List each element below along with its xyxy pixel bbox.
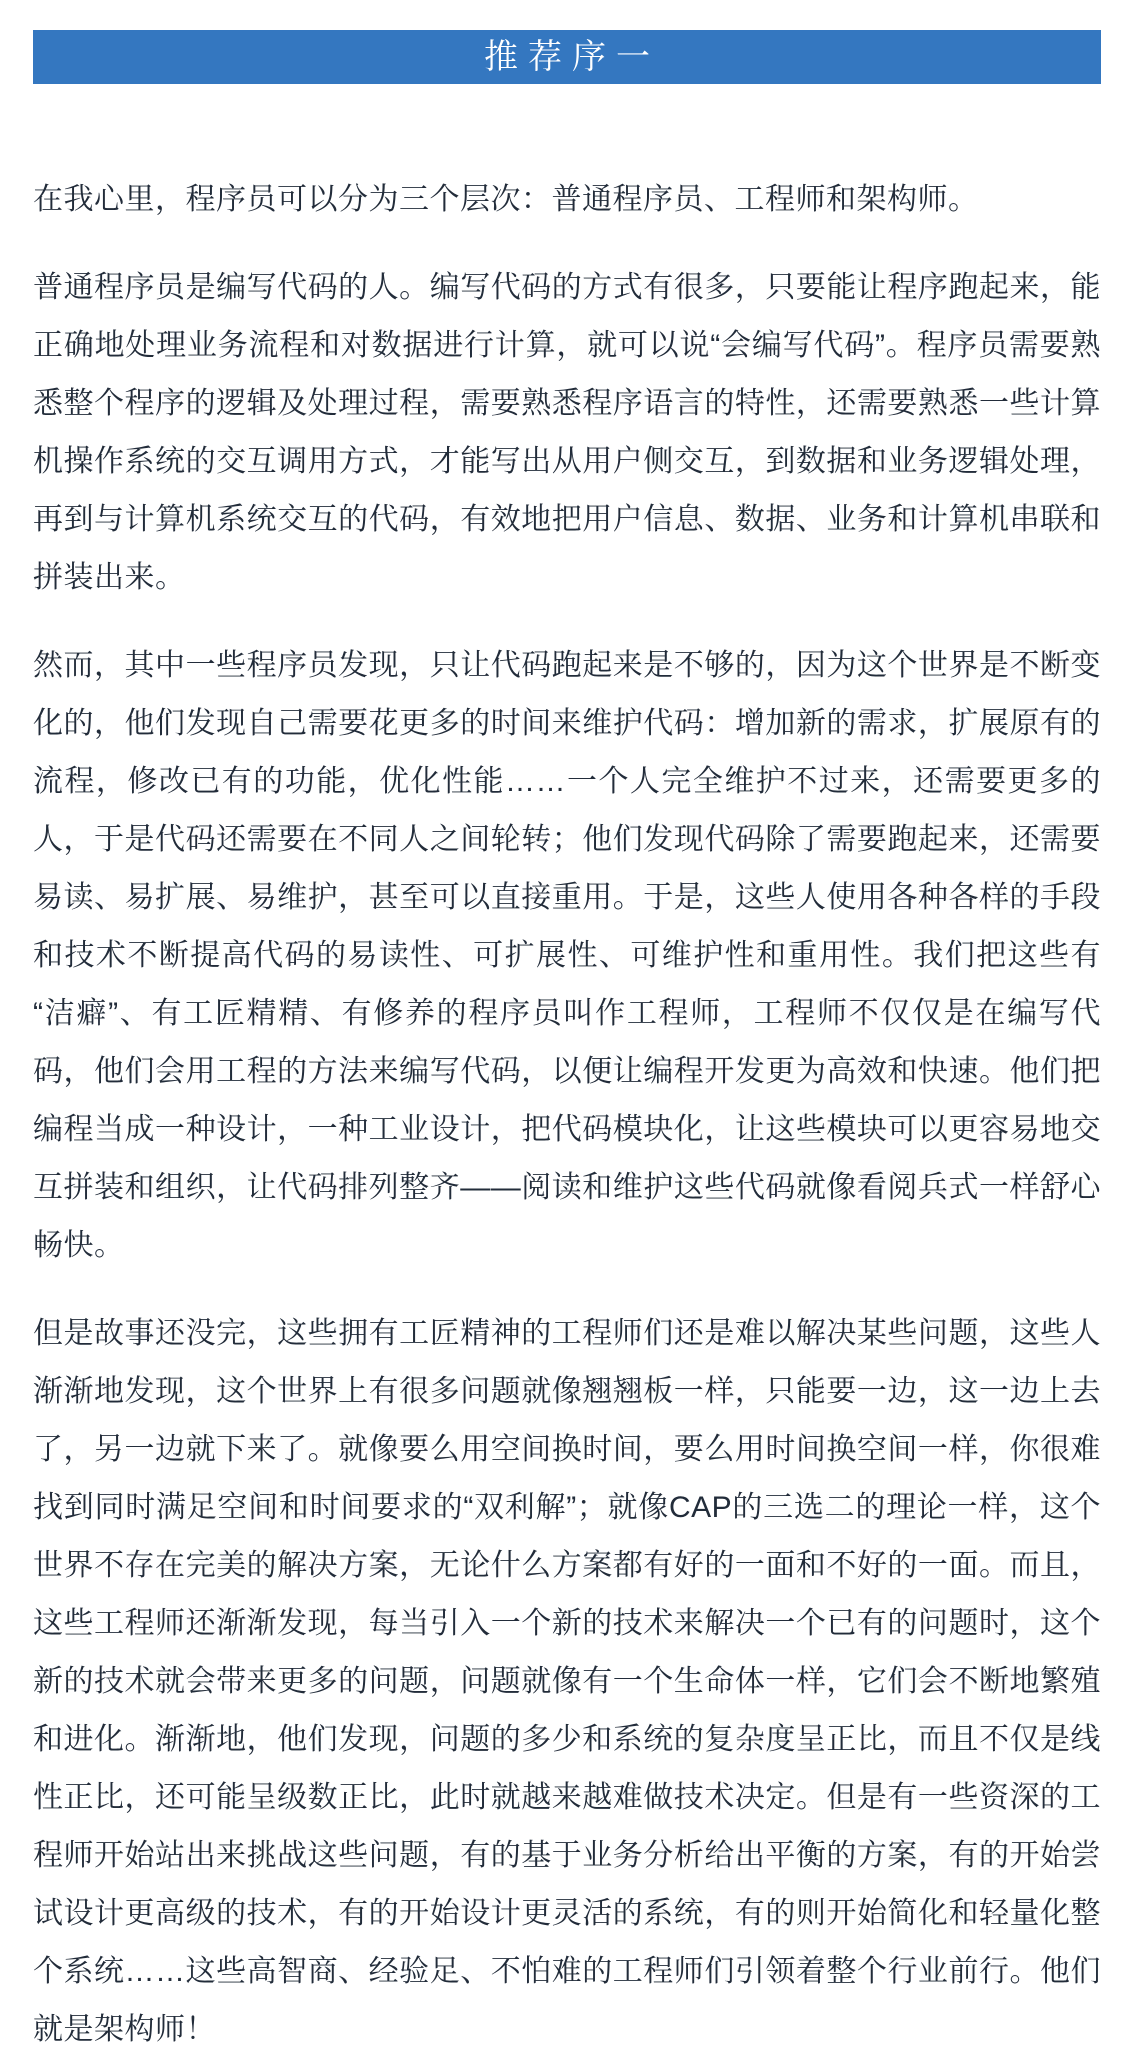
paragraph-engineer: 然而，其中一些程序员发现，只让代码跑起来是不够的，因为这个世界是不断变化的，他们发现自己需要花更多的时间来维护代码：增加新的需求，扩展原有的流程，修改已有的功能，优化性能……一个人完全维护不过来，还需要更多的人，于是代码还需要在不同人之间轮转；他们发现代码除了需要跑起来，还需要易读、易扩展、易维护，甚至可以直接重用。于是，这些人使用各种各样的手段和技术不断提高代码的易读性、可扩展性、可维护性和重用性。我们把这些有“洁癖”、有工匠精精、有修养的程序员叫作工程师，工程师不仅仅是在编写代码，他们会用工程的方法来编写代码，以便让编程开发更为高效和快速。他们把编程当成一种设计，一种工业设计，把代码模块化，让这些模块可以更容易地交互拼装和组织，让代码排列整齐——阅读和维护这些代码就像看阅兵式一样舒心畅快。 — [33, 649, 1101, 1262]
paragraph-ordinary-programmer: 普通程序员是编写代码的人。编写代码的方式有很多，只要能让程序跑起来，能正确地处理业务流程和对数据进行计算，就可以说“会编写代码”。程序员需要熟悉整个程序的逻辑及处理过程，需要熟悉程序语言的特性，还需要熟悉一些计算机操作系统的交互调用方式，才能写出从用户侧交互，到数据和业务逻辑处理，再到与计算机系统交互的代码，有效地把用户信息、数据、业务和计算机串联和拼装出来。 — [33, 271, 1101, 594]
paragraph-intro: 在我心里，程序员可以分为三个层次：普通程序员、工程师和架构师。 — [33, 183, 979, 216]
section-title-banner — [33, 30, 1101, 84]
paragraph-architect: 但是故事还没完，这些拥有工匠精神的工程师们还是难以解决某些问题，这些人渐渐地发现，这个世界上有很多问题就像翘翘板一样，只能要一边，这一边上去了，另一边就下来了。就像要么用空间换时间，要么用时间换空间一样，你很难找到同时满足空间和时间要求的“双利解”；就像CAP的三选二的理论一样，这个世界不存在完美的解决方案，无论什么方案都有好的一面和不好的一面。而且，这些工程师还渐渐发现，每当引入一个新的技术来解决一个已有的问题时，这个新的技术就会带来更多的问题，问题就像有一个生命体一样，它们会不断地繁殖和进化。渐渐地，他们发现，问题的多少和系统的复杂度呈正比，而且不仅是线性正比，还可能呈级数正比，此时就越来越难做技术决定。但是有一些资深的工程师开始站出来挑战这些问题，有的基于业务分析给出平衡的方案，有的开始尝试设计更高级的技术，有的开始设计更灵活的系统，有的则开始简化和轻量化整个系统……这些高智商、经验足、不怕难的工程师们引领着整个行业前行。他们就是架构师！ — [33, 1317, 1101, 2046]
page-title: 推荐序一 — [484, 38, 660, 76]
preface-body — [33, 84, 1101, 2059]
